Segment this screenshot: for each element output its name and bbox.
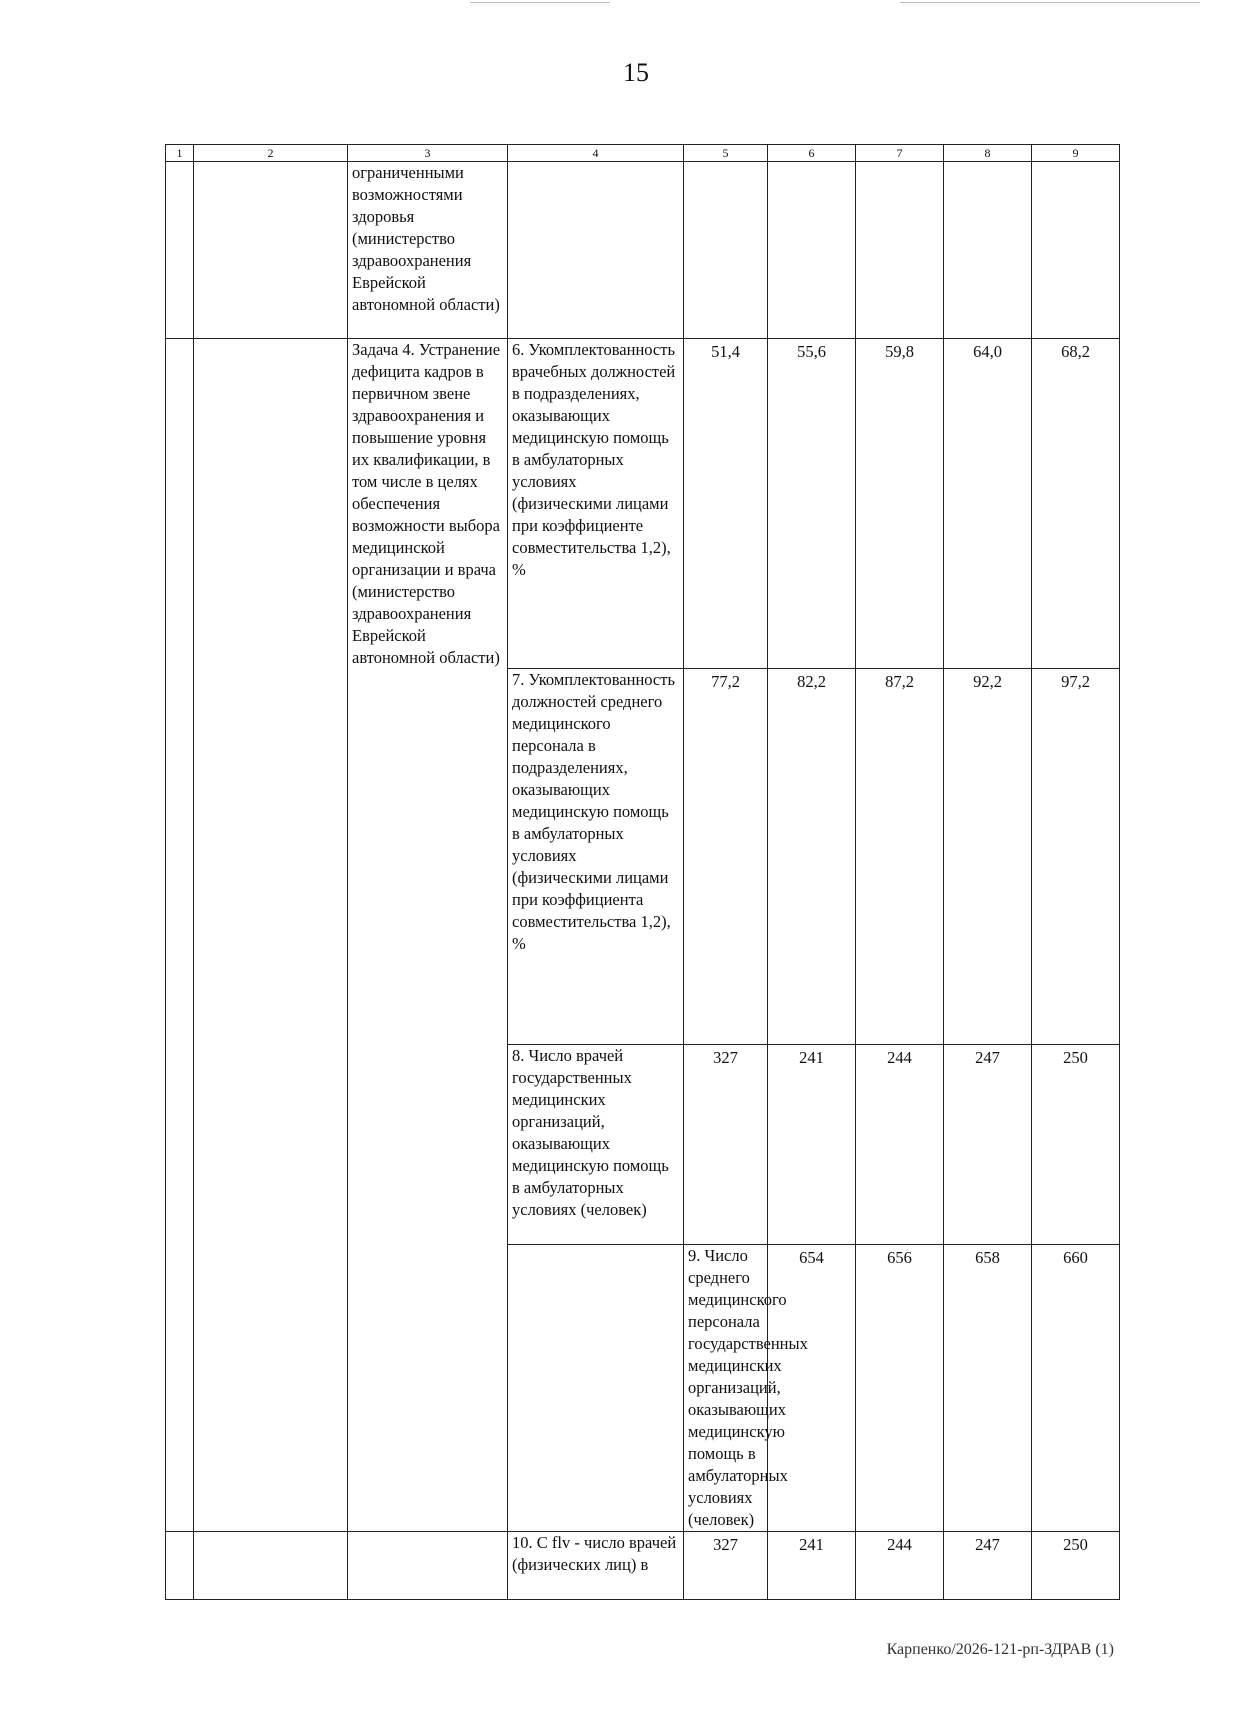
value-cell: 654 <box>768 1245 856 1532</box>
indicator-cell: 10. С flv - число врачей (физических лиц) в <box>508 1532 684 1600</box>
cell-col1 <box>166 162 194 339</box>
cell-col1 <box>166 1532 194 1600</box>
scan-edge-line <box>1020 2 1200 3</box>
column-number-row <box>166 145 1120 162</box>
value-cell: 656 <box>856 1245 944 1532</box>
table-row <box>166 1045 1120 1245</box>
cell-col1 <box>166 1245 194 1532</box>
cell-col1 <box>166 339 194 669</box>
scan-edge-line <box>470 2 610 3</box>
cell-col2 <box>194 1245 348 1532</box>
value-cell: 658 <box>944 1245 1032 1532</box>
value-cell: 244 <box>856 1532 944 1600</box>
task-cell-empty <box>508 1245 684 1532</box>
value-cell <box>856 162 944 339</box>
page-number: 15 <box>623 58 649 87</box>
column-header: 4 <box>508 145 684 162</box>
table-row <box>166 1532 1120 1600</box>
value-cell: 327 <box>684 1045 768 1245</box>
cell-col2 <box>194 339 348 669</box>
value-cell: 77,2 <box>684 669 768 1045</box>
value-cell: 59,8 <box>856 339 944 669</box>
cell-col2 <box>194 669 348 1045</box>
task-cell: Задача 4. Устранение дефицита кадров в первичном звене здравоохранения и повышение уровня их квалификации, в том числе в целях обеспечения возможности выбора медицинской организации и врача (министерство здравоохранения Еврейской автономной области) <box>348 339 508 1532</box>
value-cell: 87,2 <box>856 669 944 1045</box>
indicators-table-wrap <box>165 144 1119 1694</box>
value-cell: 55,6 <box>768 339 856 669</box>
cell-col1 <box>166 669 194 1045</box>
indicator-cell <box>508 162 684 339</box>
table-row <box>166 669 1120 1045</box>
value-cell: 64,0 <box>944 339 1032 669</box>
cell-col2 <box>194 1532 348 1600</box>
column-header: 2 <box>194 145 348 162</box>
column-header: 1 <box>166 145 194 162</box>
value-cell: 92,2 <box>944 669 1032 1045</box>
value-cell: 660 <box>1032 1245 1120 1532</box>
value-cell: 68,2 <box>1032 339 1120 669</box>
value-cell: 247 <box>944 1045 1032 1245</box>
indicator-cell: 9. Число среднего медицинского персонала государственных медицинских организаций, оказывающих медицинскую помощь в амбулаторных условиях (человек) <box>684 1245 768 1532</box>
value-cell: 241 <box>768 1045 856 1245</box>
column-header: 7 <box>856 145 944 162</box>
value-cell: 241 <box>768 1532 856 1600</box>
value-cell: 82,2 <box>768 669 856 1045</box>
column-header: 9 <box>1032 145 1120 162</box>
cell-col1 <box>166 1045 194 1245</box>
value-cell <box>944 162 1032 339</box>
cell-col2 <box>194 1045 348 1245</box>
table-row <box>166 162 1120 339</box>
value-cell: 97,2 <box>1032 669 1120 1045</box>
indicator-cell: 6. Укомплектованность врачебных должностей в подразделениях, оказывающих медицинскую помощь в амбулаторных условиях (физическими лицами при коэффициенте совместительства 1,2), % <box>508 339 684 669</box>
value-cell <box>768 162 856 339</box>
scan-edge-line <box>900 2 1020 3</box>
value-cell <box>1032 162 1120 339</box>
indicator-cell: 7. Укомплектованность должностей среднего медицинского персонала в подразделениях, оказывающих медицинскую помощь в амбулаторных условиях (физическими лицами при коэффициента совместительства 1,2), % <box>508 669 684 1045</box>
value-cell <box>684 162 768 339</box>
value-cell: 327 <box>684 1532 768 1600</box>
task-cell: ограниченными возможностями здоровья (министерство здравоохранения Еврейской автономной области) <box>348 162 508 339</box>
task-cell <box>348 1532 508 1600</box>
indicator-cell: 8. Число врачей государственных медицинских организаций, оказывающих медицинскую помощь в амбулаторных условиях (человек) <box>508 1045 684 1245</box>
document-footer-reference: Карпенко/2026-121-рп-ЗДРАВ (1) <box>886 1641 1114 1658</box>
value-cell: 250 <box>1032 1532 1120 1600</box>
table-row <box>166 339 1120 669</box>
column-header: 3 <box>348 145 508 162</box>
value-cell: 250 <box>1032 1045 1120 1245</box>
value-cell: 51,4 <box>684 339 768 669</box>
value-cell: 247 <box>944 1532 1032 1600</box>
column-header: 5 <box>684 145 768 162</box>
column-header: 6 <box>768 145 856 162</box>
table-row <box>166 1245 1120 1532</box>
cell-col2 <box>194 162 348 339</box>
column-header: 8 <box>944 145 1032 162</box>
value-cell: 244 <box>856 1045 944 1245</box>
indicators-table <box>165 144 1120 1600</box>
